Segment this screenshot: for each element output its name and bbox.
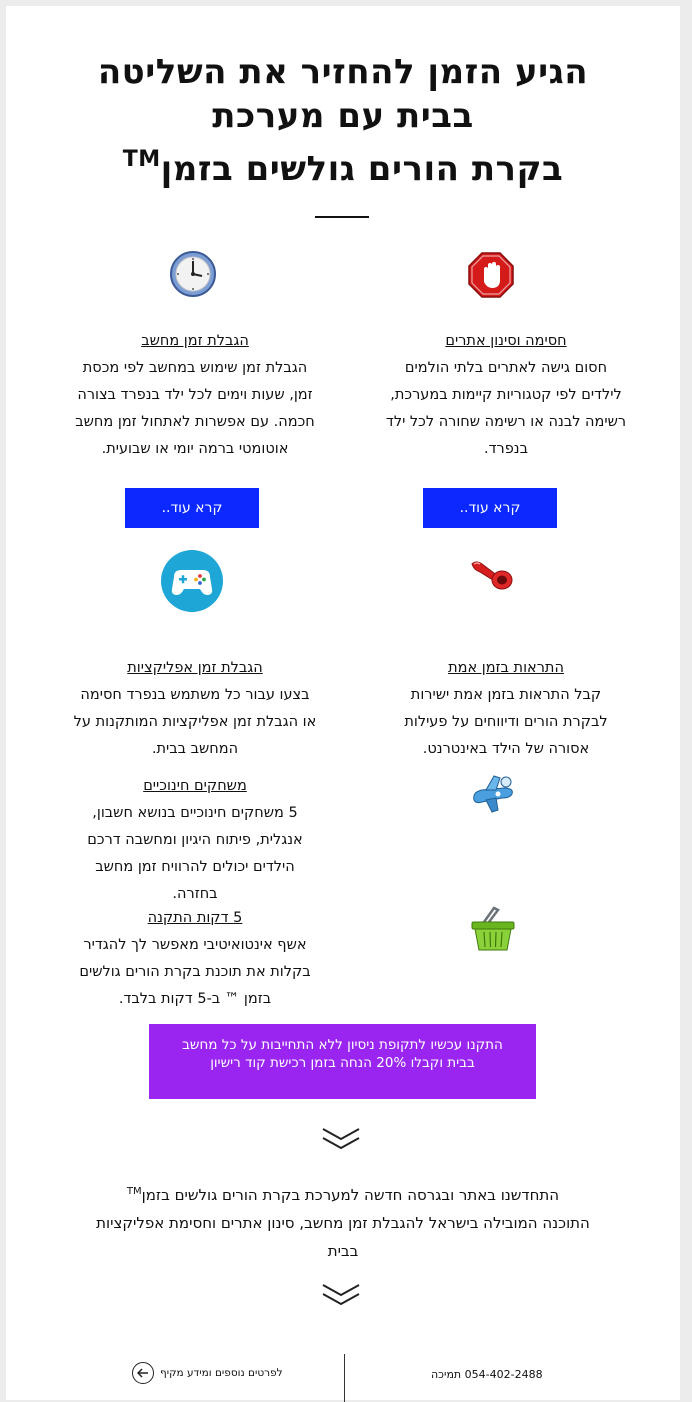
alert-horn-icon (468, 556, 516, 592)
arrow-left-icon (132, 1362, 154, 1384)
headline-line-1: הגיע הזמן להחזיר את השליטה (97, 52, 589, 92)
feature-app-time-line-1: בצעו עבור כל משתמש בנפרד חסימה (80, 687, 310, 703)
feature-realtime-alerts-line-3: אסורה של הילד באינטרנט. (422, 741, 590, 757)
headline-divider (315, 216, 369, 218)
read-more-button-computer-time[interactable]: קרא עוד.. (125, 488, 259, 528)
feature-quick-install-line-3: בזמן ™ ב-5 דקות בלבד. (118, 991, 272, 1007)
feature-educational-games-line-4: בחזרה. (172, 886, 218, 902)
page-headline (6, 50, 680, 191)
feature-educational-games-line-2: אנגלית, פיתוח היגיון ומחשבה דרכם (87, 832, 303, 848)
feature-computer-time-line-3: חכמה. עם אפשרות לאתחול זמן מחשב (75, 414, 315, 430)
feature-site-blocking-line-4: בנפרד. (484, 441, 528, 457)
feature-computer-time-line-2: זמן, שעות וימים לכל ילד בנפרד בצורה (77, 387, 313, 403)
trademark-mark: TM (122, 147, 161, 172)
feature-educational-games-line-1: 5 משחקים חינוכיים בנושא חשבון, (92, 805, 298, 821)
headline-line-2: בבית עם מערכת (212, 96, 474, 136)
landing-page (6, 6, 680, 1400)
feature-realtime-alerts-line-2: לבקרת הורים ודיווחים על פעילות (404, 714, 608, 730)
feature-app-time-line-2: או הגבלת זמן אפליקציות המותקנות על (73, 714, 317, 730)
feature-app-time-line-3: המחשב בבית. (151, 741, 239, 757)
feature-site-blocking-line-2: לילדים לפי קטגוריות קיימות במערכת, (390, 387, 622, 403)
shopping-basket-icon (470, 906, 516, 952)
news-announcement (36, 1178, 650, 1265)
feature-realtime-alerts-title: התראות בזמן אמת (448, 660, 564, 676)
feature-site-blocking-title: חסימה וסינון אתרים (445, 333, 567, 349)
more-info-label: לפרטים נוספים ומידע מקיף (160, 1367, 283, 1379)
feature-quick-install-title: 5 דקות התקנה (147, 910, 243, 926)
news-line-1 (36, 1178, 650, 1209)
feature-computer-time-title: הגבלת זמן מחשב (141, 333, 249, 349)
feature-site-blocking-line-3: רשימה לבנה או רשימה שחורה לכל ילד (385, 414, 627, 430)
footer-divider (344, 1354, 345, 1402)
gamepad-icon (160, 549, 224, 613)
more-info-link[interactable] (132, 1362, 283, 1384)
feature-computer-time-line-1: הגבלת זמן שימוש במחשב לפי מכסת (82, 360, 308, 376)
feature-computer-time-line-4: אוטומטי ברמה יומי או שבועית. (101, 441, 289, 457)
feature-app-time-title: הגבלת זמן אפליקציות (127, 660, 263, 676)
support-phone[interactable]: 054-402-2488 תמיכה (431, 1368, 543, 1381)
news-trademark: TM (126, 1186, 142, 1197)
feature-quick-install-line-1: אשף אינטואיטיבי מאפשר לך להגדיר (83, 937, 307, 953)
chevron-down-icon[interactable] (321, 1282, 361, 1308)
feature-educational-games-line-3: הילדים יכולים להרוויח זמן מחשב (95, 859, 295, 875)
headline-line-3 (6, 138, 680, 191)
chevron-down-icon[interactable] (321, 1126, 361, 1152)
news-line-2: התוכנה המובילה בישראל להגבלת זמן מחשב, סינון אתרים וחסימת אפליקציות (96, 1214, 590, 1232)
headline-line-3-text: בקרת הורים גולשים בזמן (160, 149, 564, 189)
airplane-icon (468, 770, 516, 814)
read-more-button-blocking[interactable]: קרא עוד.. (423, 488, 557, 528)
feature-app-time (60, 655, 330, 763)
feature-realtime-alerts (371, 655, 641, 763)
feature-quick-install (60, 905, 330, 1013)
feature-computer-time (60, 328, 330, 463)
stop-hand-icon (468, 252, 514, 298)
feature-realtime-alerts-line-1: קבל התראות בזמן אמת ישירות (410, 687, 602, 703)
trial-promo-banner[interactable]: התקנו עכשיו לתקופת ניסיון ללא התחייבות על כל מחשב בבית וקבלו 20% הנחה בזמן רכישת קוד רישיון (149, 1024, 536, 1099)
feature-site-blocking-line-1: חסום גישה לאתרים בלתי הולמים (404, 360, 608, 376)
feature-site-blocking (371, 328, 641, 463)
news-line-3: בבית (327, 1242, 359, 1260)
feature-educational-games (60, 773, 330, 908)
feature-quick-install-line-2: בקלות את תוכנת בקרת הורים גולשים (79, 964, 311, 980)
feature-educational-games-title: משחקים חינוכיים (143, 778, 247, 794)
news-line-1-text: התחדשנו באתר ובגרסה חדשה למערכת בקרת הורים גולשים בזמן (141, 1186, 560, 1204)
clock-icon (169, 250, 217, 298)
